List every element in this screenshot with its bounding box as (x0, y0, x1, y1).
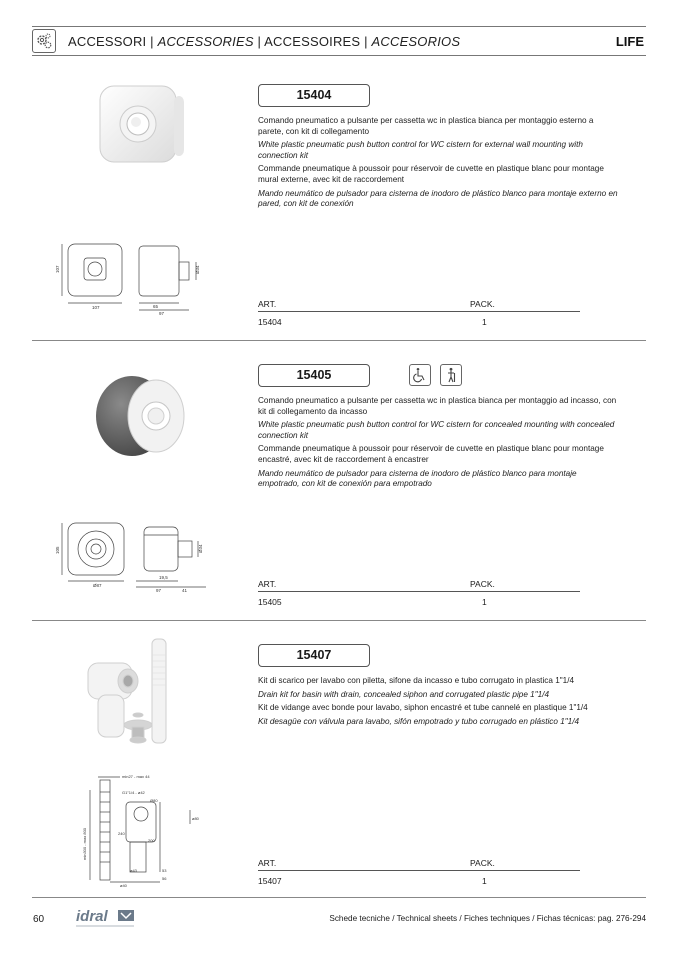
pack-value: 1 (482, 317, 487, 327)
dim-d2: 97 (156, 588, 162, 593)
dim-h200: 200 (148, 838, 155, 843)
collection-name: LIFE (615, 34, 644, 49)
product-photo-15404 (90, 80, 200, 170)
section-divider (32, 620, 646, 621)
section-divider (32, 340, 646, 341)
art-label: ART. (258, 579, 277, 589)
dim-h240: 240 (118, 831, 125, 836)
pack-label: PACK. (470, 299, 495, 309)
article-table-header (258, 579, 580, 592)
dim-w56: 56 (162, 876, 167, 881)
pack-value: 1 (482, 597, 487, 607)
dim-pipe: Ø34 (195, 265, 200, 274)
brand-wordmark: idral (76, 908, 108, 925)
desc-fr: Kit de vidange avec bonde pour lavabo, siphon encastré et tube cannelé en plastique 1"1/4 (258, 703, 588, 713)
article-row (258, 317, 580, 329)
art-label: ART. (258, 858, 277, 868)
pack-label: PACK. (470, 858, 495, 868)
pack-value: 1 (482, 876, 487, 886)
wheelchair-icon (409, 364, 431, 386)
dim-range: min300 - max 800 (82, 827, 87, 860)
technical-drawing-15404 (56, 238, 206, 318)
page-header (32, 26, 646, 56)
article-row (258, 597, 580, 609)
dim-d80a: Ø80 (150, 798, 158, 803)
desc-it: Comando pneumatico a pulsante per cassetta wc in plastica bianca per montaggio esterno a parete, con kit di collegamento (258, 116, 594, 136)
desc-es: Mando neumático de pulsador para cisterna de inodoro de plástico blanco para montaje empotrado, con kit de conexión para empotrado (258, 468, 577, 489)
dim-d3: 41 (182, 588, 188, 593)
gears-icon (32, 29, 56, 53)
desc-es: Kit desagüe con válvula para lavabo, sifón empotrado y tubo corrugado en plástico 1"1/4 (258, 716, 580, 726)
dim-height: 107 (55, 265, 60, 273)
art-value: 15404 (258, 317, 282, 327)
dim-d40: ø40 (120, 883, 127, 888)
art-value: 15405 (258, 597, 282, 607)
desc-it: Comando pneumatico a pulsante per cassetta wc in plastica bianca per montaggio ad incasso, con kit di collegamento da incasso (258, 396, 617, 416)
product-photo-15407 (82, 635, 202, 750)
product-code: 15404 (258, 84, 370, 107)
pack-label: PACK. (470, 579, 495, 589)
article-table-header (258, 858, 580, 871)
technical-sheets-reference: Schede tecniche / Technical sheets / Fiches techniques / Fichas técnicas: pag. 276-294 (329, 914, 646, 923)
page-title: ACCESSORI | ACCESSORIES | ACCESSOIRES | ACCESORIOS (68, 34, 461, 49)
dim-pipe: Ø34 (198, 544, 203, 553)
desc-en: White plastic pneumatic push button control for WC cistern for concealed mounting with concealed connection kit (258, 420, 615, 440)
product-description (258, 676, 618, 730)
dim-d1: 19,5 (159, 575, 168, 580)
dim-height: 105 (55, 546, 60, 554)
dim-top: min27 - max 44 (122, 774, 150, 779)
dim-w53: 53 (162, 868, 167, 873)
desc-en: White plastic pneumatic push button control for WC cistern for external wall mounting with connection kit (258, 140, 583, 160)
desc-es: Mando neumático de pulsador para cisterna de inodoro de plástico blanco para montaje externo en pared, con kit de conexión (258, 188, 618, 209)
product-description (258, 396, 618, 493)
desc-en: Drain kit for basin with drain, concealed siphon and corrugated plastic pipe 1"1/4 (258, 689, 550, 699)
dim-thread: G1"1/4 - ø42 (122, 790, 145, 795)
desc-fr: Commande pneumatique à poussoir pour réservoir de cuvette en plastique blanc pour montage encastré, avec kit de raccordement à encastrer (258, 444, 604, 464)
product-description (258, 116, 618, 213)
desc-fr: Commande pneumatique à poussoir pour réservoir de cuvette en plastique blanc pour montage mural externe, avec kit de raccordement (258, 164, 604, 184)
product-photo-15405 (92, 368, 197, 460)
dim-diameter: Ø87 (93, 583, 102, 588)
dim-total: 97 (159, 311, 165, 316)
footer-divider (32, 897, 646, 898)
dim-d80b: ø80 (192, 816, 199, 821)
technical-drawing-15405 (56, 517, 216, 597)
article-table-header (258, 299, 580, 312)
brand-logo (76, 905, 146, 929)
page-number: 60 (33, 914, 45, 925)
dim-width: 107 (92, 305, 100, 310)
technical-drawing-15407 (80, 772, 220, 890)
article-row (258, 876, 580, 888)
art-value: 15407 (258, 876, 282, 886)
dim-depth: 65 (153, 304, 159, 309)
desc-it: Kit di scarico per lavabo con piletta, sifone da incasso e tubo corrugato in plastica 1"1/4 (258, 676, 575, 685)
elderly-person-icon (440, 364, 462, 386)
art-label: ART. (258, 299, 277, 309)
product-code: 15407 (258, 644, 370, 667)
product-code: 15405 (258, 364, 370, 387)
dim-d43: ø43 (130, 868, 137, 873)
